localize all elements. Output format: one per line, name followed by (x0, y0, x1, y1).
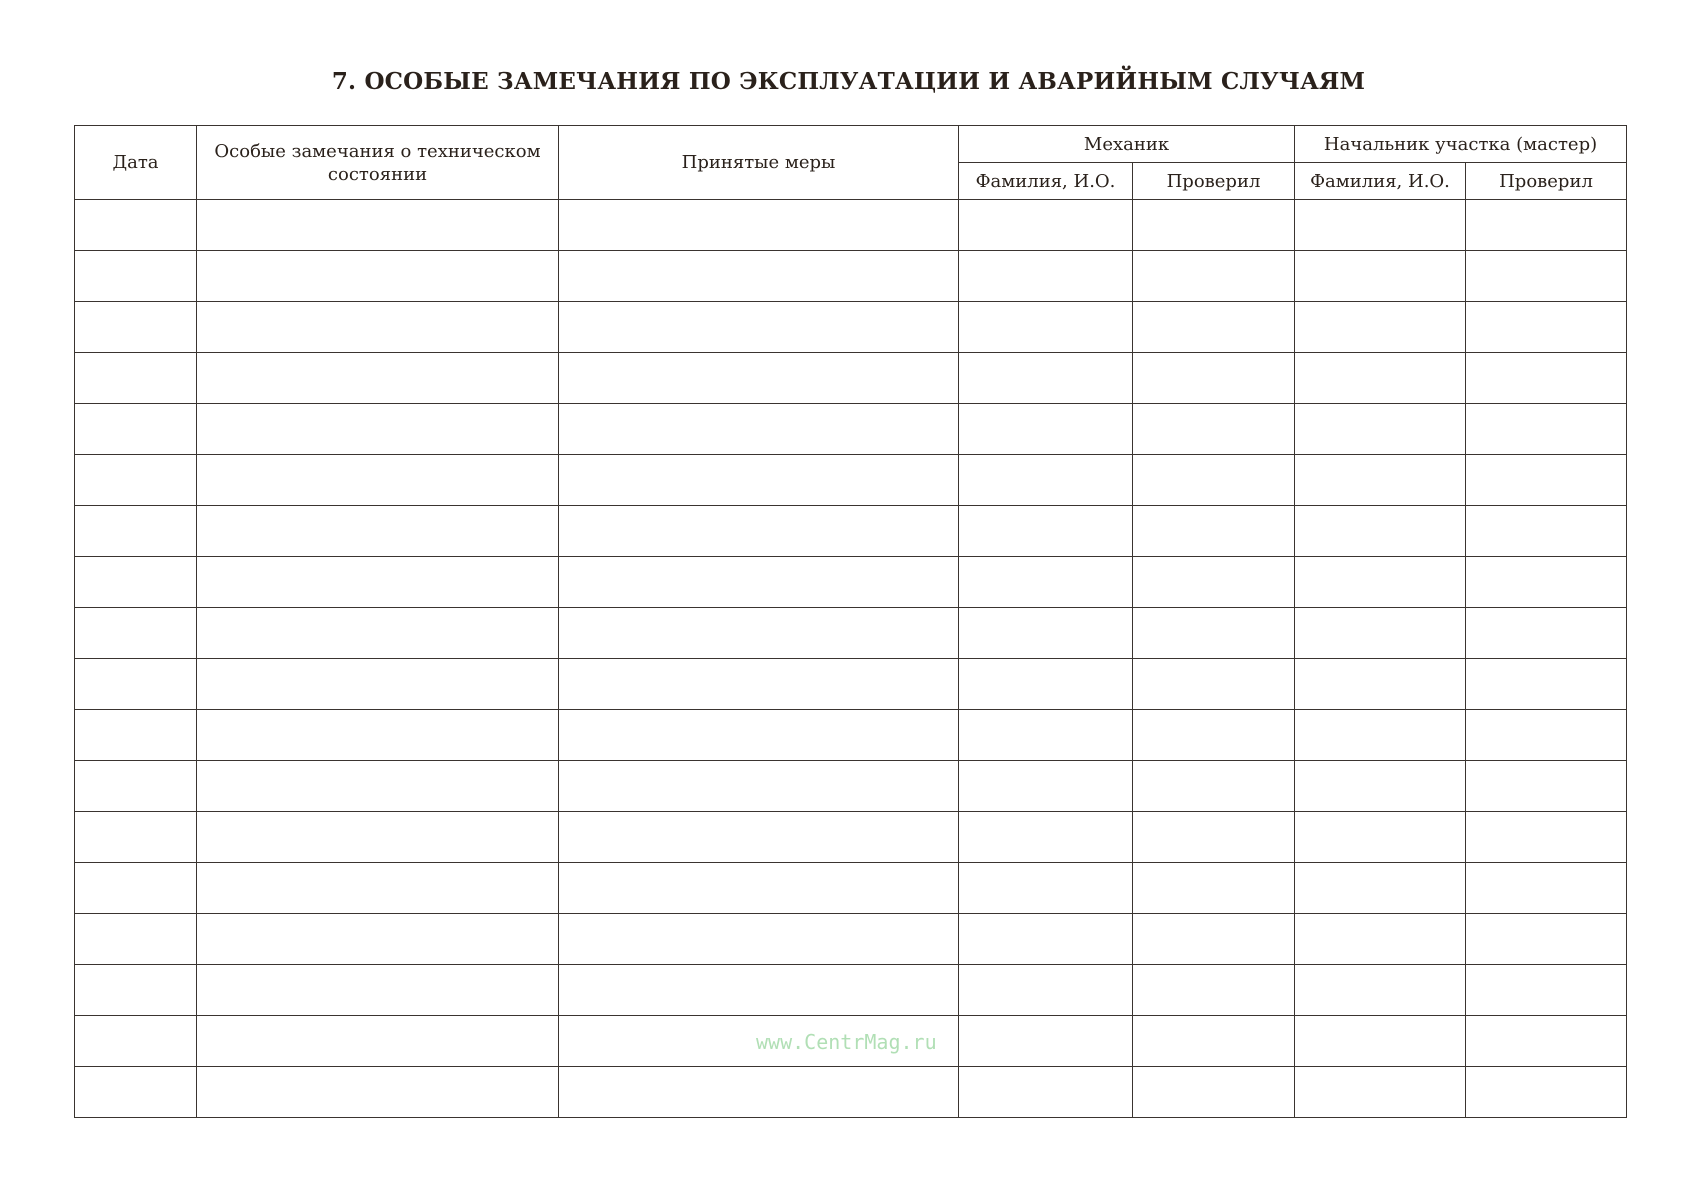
cell-remarks[interactable] (197, 251, 559, 302)
cell-remarks[interactable] (197, 1067, 559, 1118)
cell-chief-checked[interactable] (1466, 914, 1627, 965)
cell-measures[interactable] (559, 1067, 959, 1118)
table-row (75, 455, 1627, 506)
header-measures-taken: Принятые меры (559, 126, 959, 200)
cell-chief-name[interactable] (1295, 710, 1466, 761)
header-mechanic-checked: Проверил (1133, 163, 1295, 200)
cell-mechanic-checked[interactable] (1133, 1016, 1295, 1067)
cell-measures[interactable] (559, 812, 959, 863)
table-row (75, 251, 1627, 302)
table-row (75, 557, 1627, 608)
cell-chief-name[interactable] (1295, 404, 1466, 455)
cell-mechanic-checked[interactable] (1133, 1067, 1295, 1118)
table-row (75, 863, 1627, 914)
cell-mechanic-checked[interactable] (1133, 659, 1295, 710)
cell-chief-name[interactable] (1295, 863, 1466, 914)
cell-mechanic-name[interactable] (959, 1067, 1133, 1118)
cell-measures[interactable] (559, 863, 959, 914)
cell-mechanic-name[interactable] (959, 455, 1133, 506)
cell-remarks[interactable] (197, 914, 559, 965)
cell-date[interactable] (75, 1016, 197, 1067)
table-row (75, 302, 1627, 353)
cell-chief-name[interactable] (1295, 914, 1466, 965)
header-chief-checked: Проверил (1466, 163, 1627, 200)
cell-chief-name[interactable] (1295, 353, 1466, 404)
cell-mechanic-name[interactable] (959, 710, 1133, 761)
cell-mechanic-checked[interactable] (1133, 557, 1295, 608)
cell-chief-checked[interactable] (1466, 200, 1627, 251)
table-row (75, 404, 1627, 455)
table-row (75, 659, 1627, 710)
cell-mechanic-checked[interactable] (1133, 710, 1295, 761)
header-date: Дата (75, 126, 197, 200)
cell-chief-checked[interactable] (1466, 455, 1627, 506)
cell-remarks[interactable] (197, 761, 559, 812)
cell-date[interactable] (75, 455, 197, 506)
cell-chief-name[interactable] (1295, 1067, 1466, 1118)
cell-measures[interactable] (559, 965, 959, 1016)
header-technical-remarks: Особые замечания о техническом состоянии (197, 126, 559, 200)
cell-mechanic-checked[interactable] (1133, 200, 1295, 251)
cell-measures[interactable] (559, 761, 959, 812)
header-chief-name: Фамилия, И.О. (1295, 163, 1466, 200)
cell-mechanic-checked[interactable] (1133, 761, 1295, 812)
cell-chief-checked[interactable] (1466, 506, 1627, 557)
cell-mechanic-name[interactable] (959, 353, 1133, 404)
cell-mechanic-checked[interactable] (1133, 251, 1295, 302)
cell-mechanic-name[interactable] (959, 965, 1133, 1016)
cell-chief-name[interactable] (1295, 200, 1466, 251)
cell-remarks[interactable] (197, 506, 559, 557)
cell-mechanic-name[interactable] (959, 404, 1133, 455)
cell-date[interactable] (75, 251, 197, 302)
cell-mechanic-name[interactable] (959, 251, 1133, 302)
cell-chief-checked[interactable] (1466, 761, 1627, 812)
cell-chief-name[interactable] (1295, 659, 1466, 710)
cell-chief-name[interactable] (1295, 965, 1466, 1016)
header-mechanic-name: Фамилия, И.О. (959, 163, 1133, 200)
table-row (75, 761, 1627, 812)
cell-chief-name[interactable] (1295, 761, 1466, 812)
cell-mechanic-name[interactable] (959, 200, 1133, 251)
page-title: 7. ОСОБЫЕ ЗАМЕЧАНИЯ ПО ЭКСПЛУАТАЦИИ И АВАРИЙНЫМ СЛУЧАЯМ (331, 68, 1366, 95)
remarks-log-table (74, 125, 1627, 1118)
cell-remarks[interactable] (197, 608, 559, 659)
cell-mechanic-checked[interactable] (1133, 965, 1295, 1016)
cell-date[interactable] (75, 914, 197, 965)
cell-measures[interactable] (559, 659, 959, 710)
cell-chief-name[interactable] (1295, 251, 1466, 302)
cell-remarks[interactable] (197, 659, 559, 710)
cell-date[interactable] (75, 1067, 197, 1118)
table-row (75, 1067, 1627, 1118)
table-row (75, 914, 1627, 965)
cell-chief-name[interactable] (1295, 1016, 1466, 1067)
cell-measures[interactable] (559, 557, 959, 608)
cell-chief-checked[interactable] (1466, 1016, 1627, 1067)
cell-mechanic-checked[interactable] (1133, 353, 1295, 404)
cell-mechanic-name[interactable] (959, 506, 1133, 557)
cell-date[interactable] (75, 557, 197, 608)
cell-chief-checked[interactable] (1466, 659, 1627, 710)
header-site-chief: Начальник участка (мастер) (1295, 126, 1627, 163)
header-mechanic: Механик (959, 126, 1295, 163)
cell-measures[interactable] (559, 608, 959, 659)
cell-remarks[interactable] (197, 710, 559, 761)
cell-chief-name[interactable] (1295, 608, 1466, 659)
cell-mechanic-name[interactable] (959, 557, 1133, 608)
cell-remarks[interactable] (197, 557, 559, 608)
cell-chief-name[interactable] (1295, 506, 1466, 557)
cell-measures[interactable] (559, 251, 959, 302)
cell-chief-checked[interactable] (1466, 353, 1627, 404)
cell-remarks[interactable] (197, 812, 559, 863)
table-body (75, 200, 1627, 1118)
cell-date[interactable] (75, 812, 197, 863)
cell-chief-name[interactable] (1295, 455, 1466, 506)
cell-date[interactable] (75, 761, 197, 812)
cell-chief-name[interactable] (1295, 302, 1466, 353)
cell-date[interactable] (75, 404, 197, 455)
cell-remarks[interactable] (197, 200, 559, 251)
cell-date[interactable] (75, 608, 197, 659)
cell-mechanic-checked[interactable] (1133, 455, 1295, 506)
cell-date[interactable] (75, 965, 197, 1016)
table-row (75, 506, 1627, 557)
cell-chief-checked[interactable] (1466, 608, 1627, 659)
cell-measures[interactable] (559, 200, 959, 251)
cell-measures[interactable] (559, 914, 959, 965)
cell-mechanic-checked[interactable] (1133, 863, 1295, 914)
cell-mechanic-checked[interactable] (1133, 608, 1295, 659)
cell-measures[interactable] (559, 404, 959, 455)
cell-mechanic-checked[interactable] (1133, 302, 1295, 353)
cell-date[interactable] (75, 506, 197, 557)
cell-mechanic-name[interactable] (959, 1016, 1133, 1067)
table-row (75, 200, 1627, 251)
cell-chief-checked[interactable] (1466, 302, 1627, 353)
cell-remarks[interactable] (197, 404, 559, 455)
cell-measures[interactable] (559, 506, 959, 557)
cell-date[interactable] (75, 710, 197, 761)
cell-chief-checked[interactable] (1466, 863, 1627, 914)
cell-date[interactable] (75, 302, 197, 353)
cell-remarks[interactable] (197, 302, 559, 353)
cell-mechanic-name[interactable] (959, 659, 1133, 710)
cell-date[interactable] (75, 863, 197, 914)
table-row (75, 353, 1627, 404)
cell-chief-checked[interactable] (1466, 557, 1627, 608)
cell-mechanic-checked[interactable] (1133, 404, 1295, 455)
cell-date[interactable] (75, 353, 197, 404)
table-row (75, 812, 1627, 863)
cell-date[interactable] (75, 659, 197, 710)
cell-remarks[interactable] (197, 863, 559, 914)
cell-measures[interactable] (559, 353, 959, 404)
cell-mechanic-name[interactable] (959, 761, 1133, 812)
cell-chief-checked[interactable] (1466, 812, 1627, 863)
cell-remarks[interactable] (197, 965, 559, 1016)
cell-remarks[interactable] (197, 353, 559, 404)
cell-chief-name[interactable] (1295, 812, 1466, 863)
cell-remarks[interactable] (197, 455, 559, 506)
cell-chief-checked[interactable] (1466, 1067, 1627, 1118)
cell-measures[interactable] (559, 455, 959, 506)
cell-measures[interactable] (559, 710, 959, 761)
cell-measures[interactable] (559, 302, 959, 353)
cell-chief-checked[interactable] (1466, 251, 1627, 302)
cell-mechanic-checked[interactable] (1133, 812, 1295, 863)
cell-chief-checked[interactable] (1466, 965, 1627, 1016)
cell-mechanic-name[interactable] (959, 812, 1133, 863)
cell-mechanic-checked[interactable] (1133, 506, 1295, 557)
cell-mechanic-name[interactable] (959, 608, 1133, 659)
watermark: www.CentrMag.ru (756, 1030, 937, 1054)
cell-mechanic-name[interactable] (959, 914, 1133, 965)
table-row (75, 965, 1627, 1016)
cell-chief-name[interactable] (1295, 557, 1466, 608)
cell-mechanic-name[interactable] (959, 863, 1133, 914)
cell-mechanic-checked[interactable] (1133, 914, 1295, 965)
cell-chief-checked[interactable] (1466, 404, 1627, 455)
cell-chief-checked[interactable] (1466, 710, 1627, 761)
cell-date[interactable] (75, 200, 197, 251)
cell-remarks[interactable] (197, 1016, 559, 1067)
table-row (75, 608, 1627, 659)
table-row (75, 710, 1627, 761)
cell-mechanic-name[interactable] (959, 302, 1133, 353)
